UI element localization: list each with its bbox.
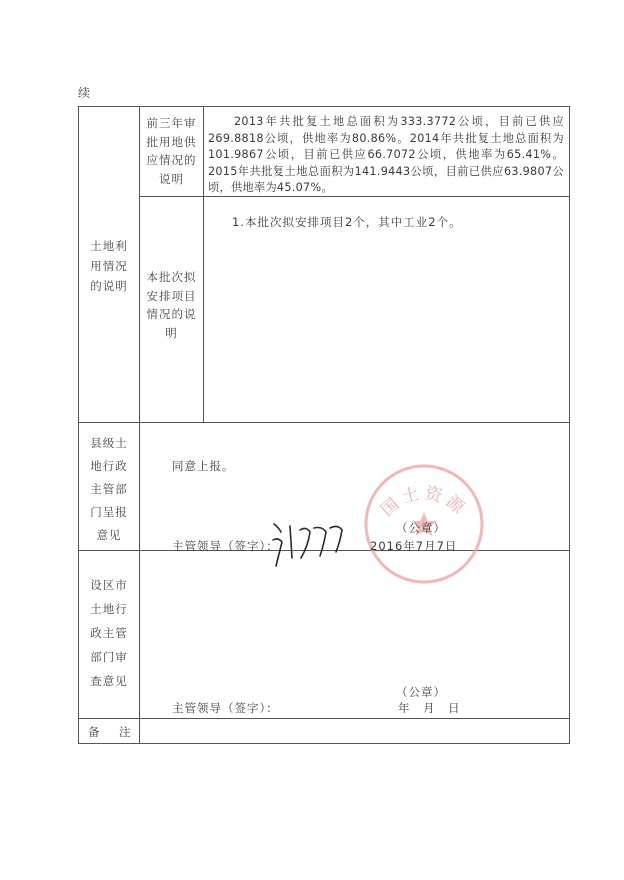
county-date: 2016年7月7日 xyxy=(370,539,458,553)
column-divider xyxy=(139,106,140,744)
seal-text: 国土资源 xyxy=(377,483,471,521)
this-batch-label: 本批次拟 安排项目 情况的说 明 xyxy=(146,270,197,340)
divider-county xyxy=(78,422,570,423)
prev-years-label: 前三年审 批用地供 应情况的 说明 xyxy=(146,116,197,186)
border-right xyxy=(569,106,570,744)
county-opinion: 同意上报。 xyxy=(172,459,235,473)
handwritten-signature xyxy=(270,518,350,568)
divider-remarks xyxy=(78,718,570,719)
county-leader-label: 主管领导（签字）： xyxy=(172,539,279,553)
city-leader-label: 主管领导（签字）： xyxy=(172,701,279,715)
land-use-label: 土地利 用情况 的说明 xyxy=(90,239,128,293)
county-seal-label: （公章） xyxy=(396,521,446,535)
border-bottom xyxy=(78,743,570,744)
city-label: 设区市 土地行 政主管 部门审 查意见 xyxy=(90,578,128,688)
border-left xyxy=(78,106,79,744)
sub-column-divider xyxy=(203,106,204,422)
continued-label: 续 xyxy=(78,86,93,100)
remarks-label: 备 注 xyxy=(88,725,135,739)
border-top xyxy=(78,106,570,107)
county-label: 县级土 地行政 主管部 门呈报 意见 xyxy=(90,436,128,542)
city-seal-label: （公章） xyxy=(396,685,446,699)
prev-years-text: 2013年共批复土地总面积为333.3772公顷，目前已供应269.8818公顷，供地率为80.86%。2014年共批复土地总面积为101.9867公顷，目前已供应66.7072公顷，供地率为65.41%。2015年共批复土地总面积为141.9443公顷，目前已供应63.9807公顷，供地率为45.07%。 xyxy=(208,115,564,194)
city-date: 年 月 日 xyxy=(398,701,461,715)
this-batch-text: 1.本批次拟安排项目2个，其中工业2个。 xyxy=(232,215,462,229)
